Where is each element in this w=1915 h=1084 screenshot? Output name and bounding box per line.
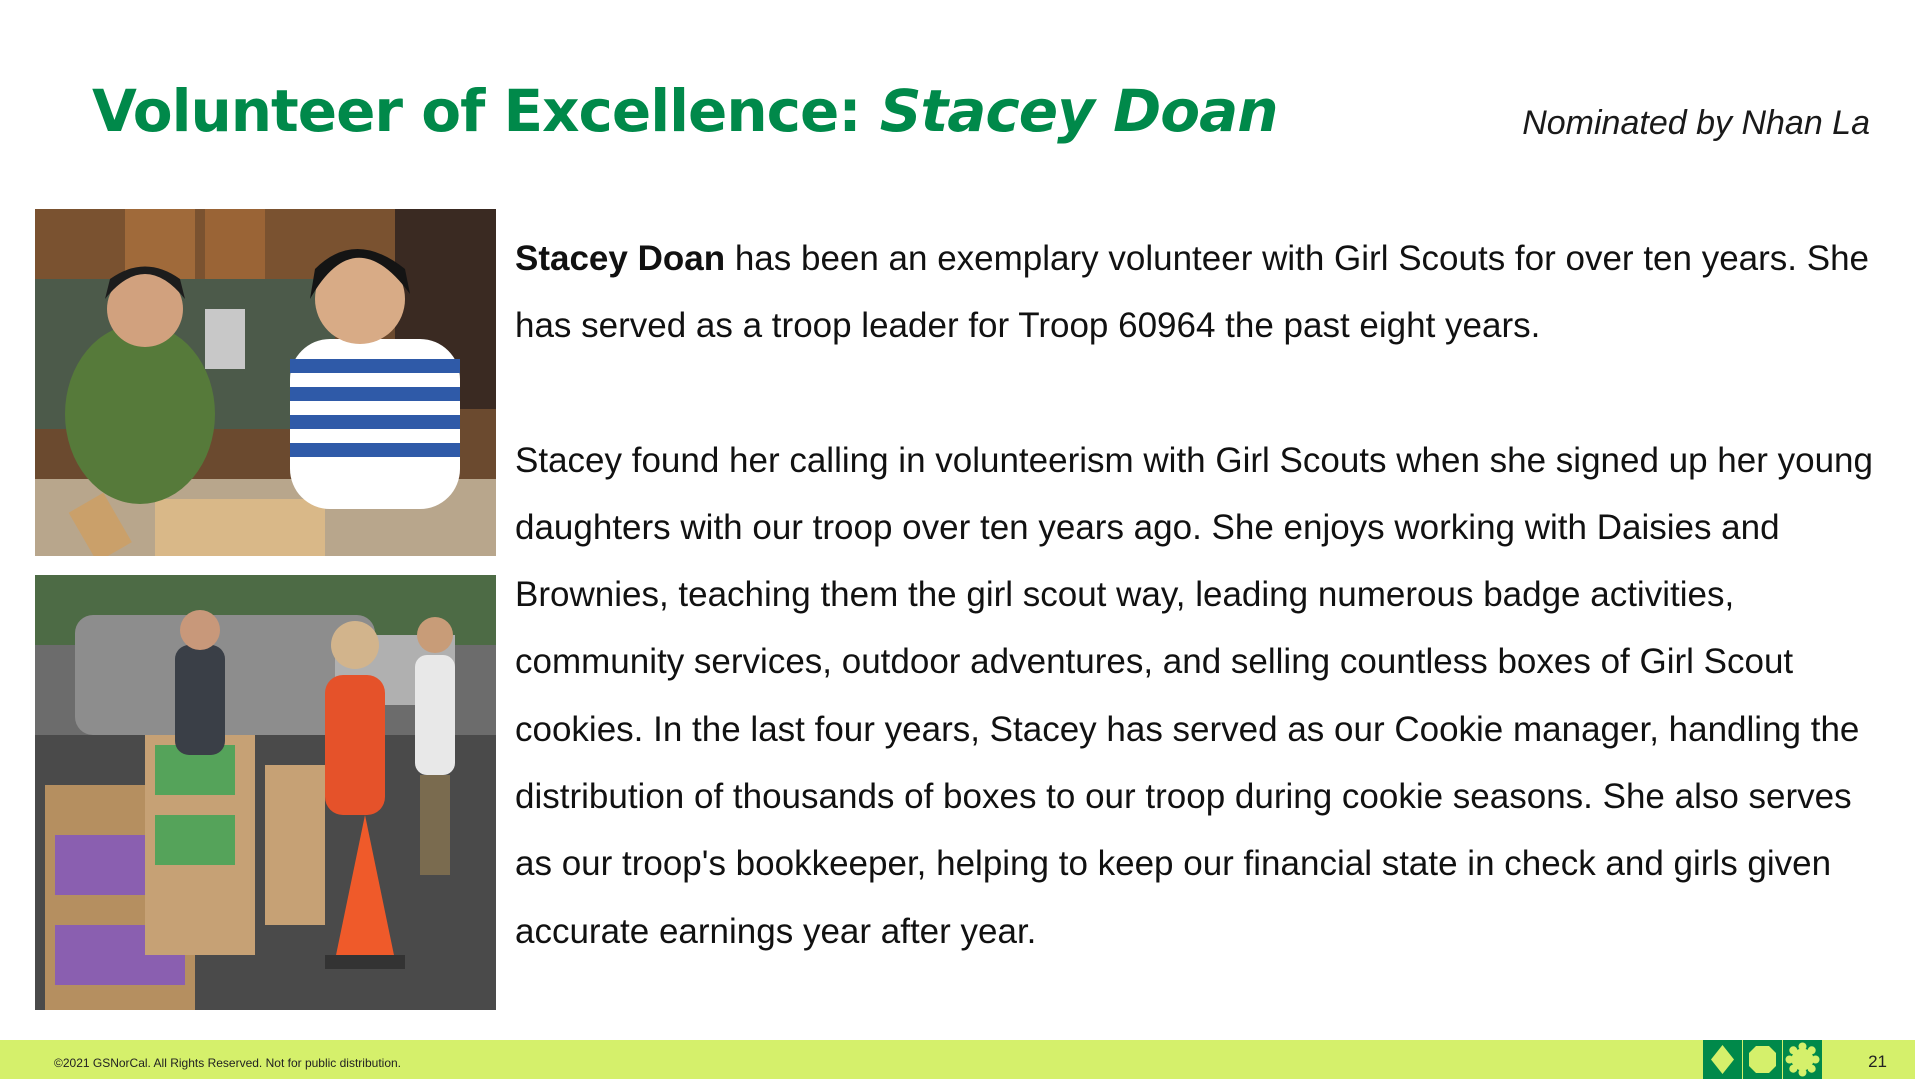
footer-bar (0, 1040, 1915, 1079)
sun-icon (1783, 1040, 1822, 1079)
title-prefix: Volunteer of Excellence: (92, 77, 880, 145)
diamond-icon (1703, 1040, 1742, 1079)
photo-cookie-distribution (35, 575, 496, 1010)
paragraph-details: Stacey found her calling in volunteerism with Girl Scouts when she signed up her young daughters with our troop over ten years ago. She enjoys working with Daisies and Brownies, teaching them the girl scout way, leading numerous badge activities, community services, outdoor adventures, and selling countless boxes of Girl Scout cookies. In the last four years, Stacey has served as our Cookie manager, handling the distribution of thousands of boxes to our troop during cookie seasons. She also serves as our troop's bookkeeper, helping to keep our financial state in check and girls given accurate earnings year after year. (515, 440, 1873, 951)
nominee-name-bold: Stacey Doan (515, 239, 726, 278)
paragraph-intro-text: has been an exemplary volunteer with Girl Scouts for over ten years. She has served as a troop leader for Troop 60964 the past eight years. (515, 239, 1870, 346)
nominated-by: Nominated by Nhan La (1522, 104, 1870, 142)
paragraph-intro (515, 225, 1875, 360)
octagon-icon (1743, 1040, 1782, 1079)
slide-title (92, 70, 1278, 152)
page-number: 21 (1868, 1052, 1887, 1071)
photo-kitchen-baking (35, 209, 496, 556)
nomination-text (515, 225, 1875, 965)
copyright-notice: ©2021 GSNorCal. All Rights Reserved. Not for public distribution. (54, 1056, 401, 1070)
title-name: Stacey Doan (879, 77, 1278, 145)
